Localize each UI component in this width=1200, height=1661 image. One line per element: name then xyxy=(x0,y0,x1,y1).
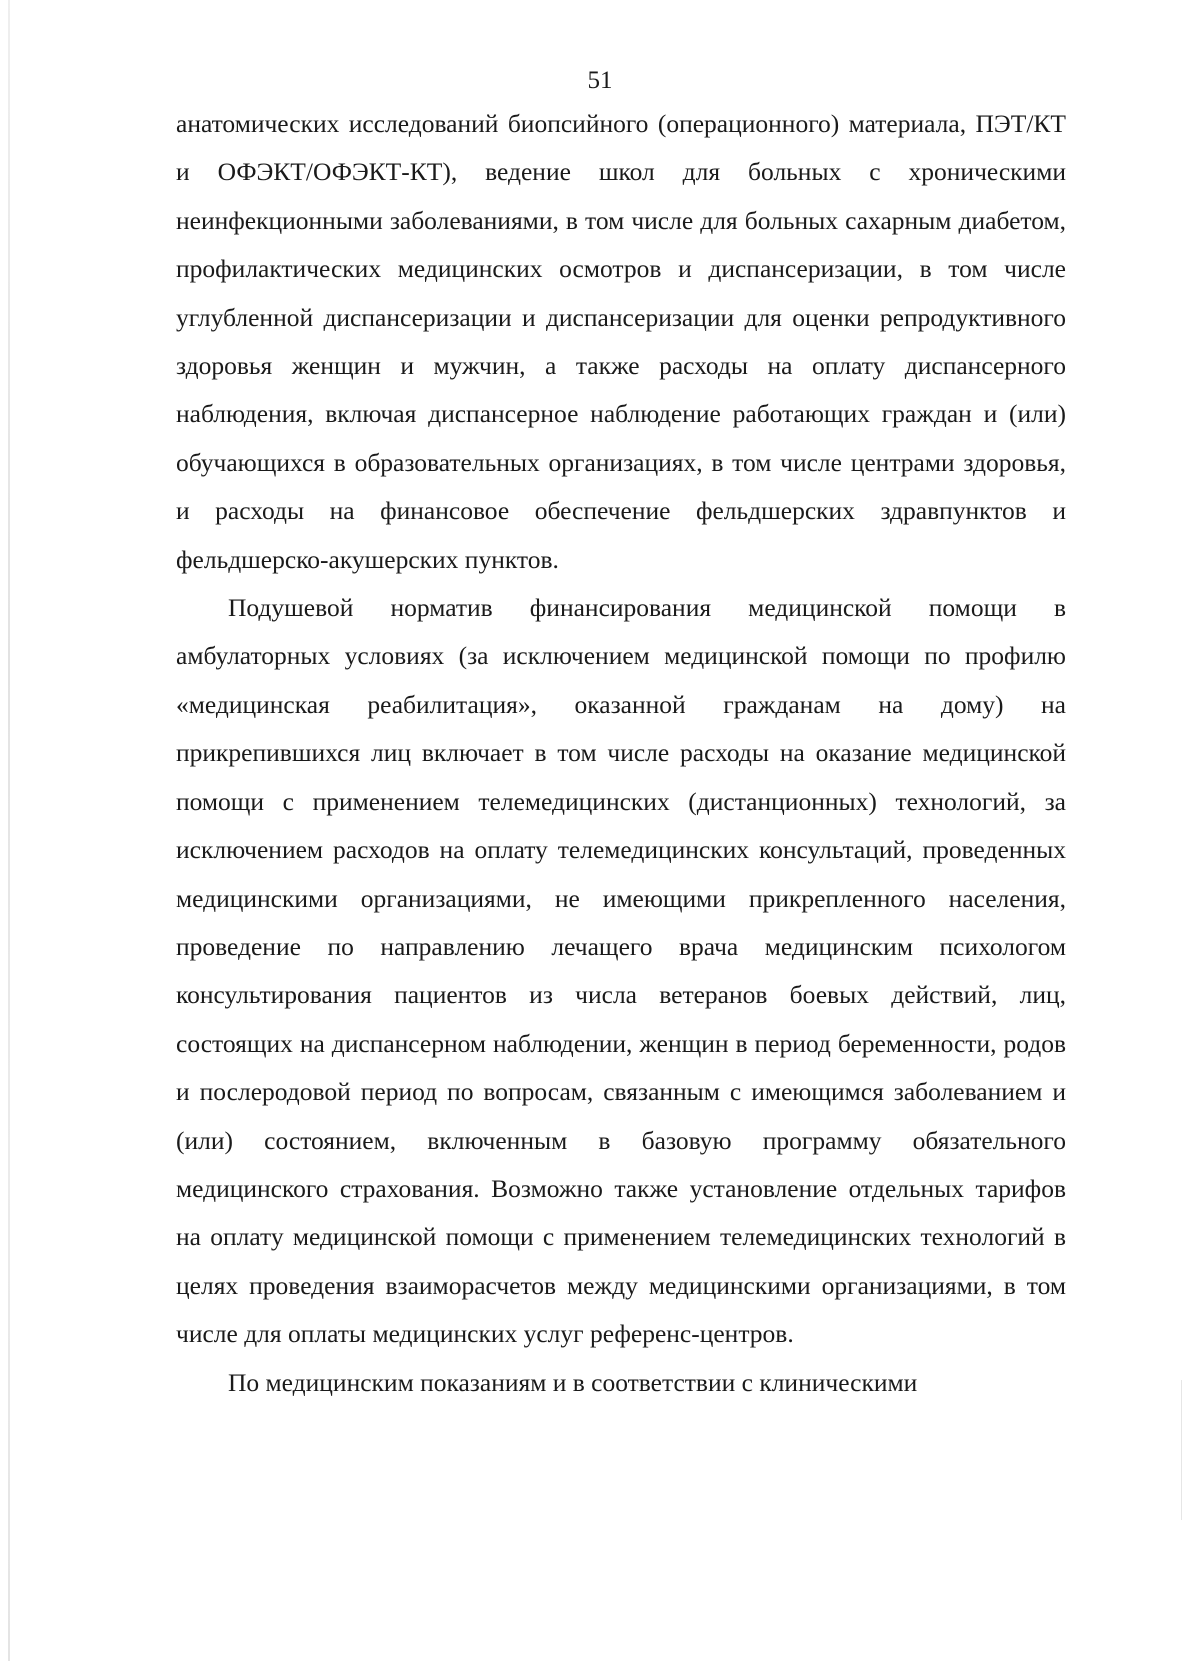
paragraph-medical-indications: По медицинским показаниям и в соответствии с клиническими xyxy=(228,1367,918,1397)
page-number: 51 xyxy=(587,67,613,94)
scan-edge-left xyxy=(8,0,10,1661)
paragraph-per-capita-norm: Подушевой норматив финансирования медицинской помощи в амбулаторных условиях (за исключением медицинской помощи по профилю «медицинская реабилитация», оказанной гражданам на дому) на прикрепившихся лиц включает в том числе расходы на оказание медицинской помощи с применением телемедицинских (дистанционных) технологий, за исключением расходов на оплату телемедицинских консультаций, проведенных медицинскими организациями, не имеющими прикрепленного населения, проведение по направлению лечащего врача медицинским психологом консультирования пациентов из числа ветеранов боевых действий, лиц, состоящих на диспансерном наблюдении, женщин в период беременности, родов и послеродовой период по вопросам, связанным с имеющимся заболеванием и (или) состоянием, включенным в базовую программу обязательного медицинского страхования. Возможно также установление отдельных тарифов на оплату медицинской помощи с применением телемедицинских технологий в целях проведения взаиморасчетов между медицинскими организациями, в том числе для оплаты медицинских услуг референс-центров. xyxy=(176,593,1066,1349)
body-text xyxy=(176,100,1066,1407)
scan-edge-right xyxy=(1181,1380,1182,1520)
paragraph-continuation: анатомических исследований биопсийного (операционного) материала, ПЭТ/КТ и ОФЭКТ/ОФЭКТ-КТ), ведение школ для больных с хроническими неинфекционными заболеваниями, в том числе для больных сахарным диабетом, профилактических медицинских осмотров и диспансеризации, в том числе углубленной диспансеризации и диспансеризации для оценки репродуктивного здоровья женщин и мужчин, а также расходы на оплату диспансерного наблюдения, включая диспансерное наблюдение работающих граждан и (или) обучающихся в образовательных организациях, в том числе центрами здоровья, и расходы на финансовое обеспечение фельдшерских здравпунктов и фельдшерско-акушерских пунктов. xyxy=(176,109,1066,574)
